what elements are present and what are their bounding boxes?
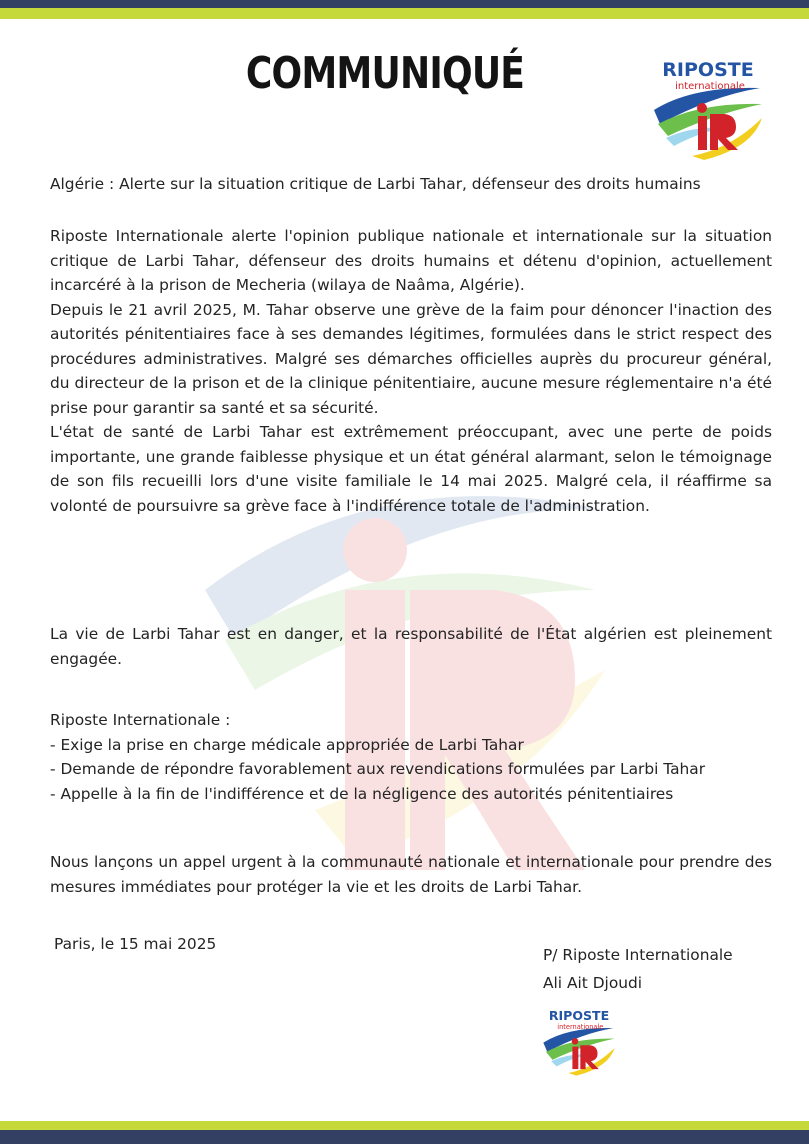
bottom-navy-band xyxy=(0,1130,809,1144)
document-title: COMMUNIQUÉ xyxy=(245,48,525,99)
top-navy-band xyxy=(0,0,809,8)
signature-block xyxy=(543,941,733,997)
paragraph-health: L'état de santé de Larbi Tahar est extrêmement préoccupant, avec une perte de poids importante, une grande faiblesse physique et un état général alarmant, selon le témoignage de son fils recueilli lors d'une visite familiale le 14 mai 2025. Malgré cela, il réaffirme sa volonté de poursuivre sa grève face à l'indifférence totale de l'administration. xyxy=(50,423,772,515)
riposte-logo-small xyxy=(542,1004,616,1076)
appeal-paragraph: Nous lançons un appel urgent à la communauté nationale et internationale pour prendre des mesures immédiates pour protéger la vie et les droits de Larbi Tahar. xyxy=(50,853,772,896)
logo-small-text-sub: internationale xyxy=(557,1022,604,1031)
logo-text-main: RIPOSTE xyxy=(662,59,754,81)
signature-on-behalf: P/ Riposte Internationale xyxy=(543,946,733,964)
danger-statement: La vie de Larbi Tahar est en danger, et la responsabilité de l'État algérien est pleinement engagée. xyxy=(50,625,772,668)
paragraph-hunger-strike: Depuis le 21 avril 2025, M. Tahar observe une grève de la faim pour dénoncer l'inaction des autorités pénitentiaires face à ses demandes légitimes, formulées dans le strict respect des procédures administratives. Malgré ses démarches officielles auprès du procureur général, du directeur de la prison et de la clinique pénitentiaire, aucune mesure réglementaire n'a été prise pour garantir sa santé et sa sécurité. xyxy=(50,300,772,417)
demands-block xyxy=(50,708,772,806)
demand-item: - Appelle à la fin de l'indifférence et de la négligence des autorités pénitentiaires xyxy=(50,784,674,803)
demands-intro: Riposte Internationale : xyxy=(50,711,231,729)
riposte-logo xyxy=(652,52,764,160)
subject-line: Algérie : Alerte sur la situation critique de Larbi Tahar, défenseur des droits humains xyxy=(50,175,701,193)
demand-item: - Demande de répondre favorablement aux revendications formulées par Larbi Tahar xyxy=(50,760,706,778)
logo-text-sub: internationale xyxy=(675,81,745,92)
paragraph-intro: Riposte Internationale alerte l'opinion publique nationale et internationale sur la situation critique de Larbi Tahar, défenseur des droits humains et détenu d'opinion, actuellement incarcéré à la prison de Mecheria (wilaya de Naâma, Algérie). xyxy=(50,227,772,294)
place-date: Paris, le 15 mai 2025 xyxy=(54,935,217,953)
top-lime-band xyxy=(0,8,809,19)
bottom-lime-band xyxy=(0,1121,809,1130)
logo-small-text-main: RIPOSTE xyxy=(548,1008,610,1024)
signature-name: Ali Ait Djoudi xyxy=(543,974,643,992)
demand-item: - Exige la prise en charge médicale appropriée de Larbi Tahar xyxy=(50,735,524,754)
body-paragraphs xyxy=(50,224,772,518)
